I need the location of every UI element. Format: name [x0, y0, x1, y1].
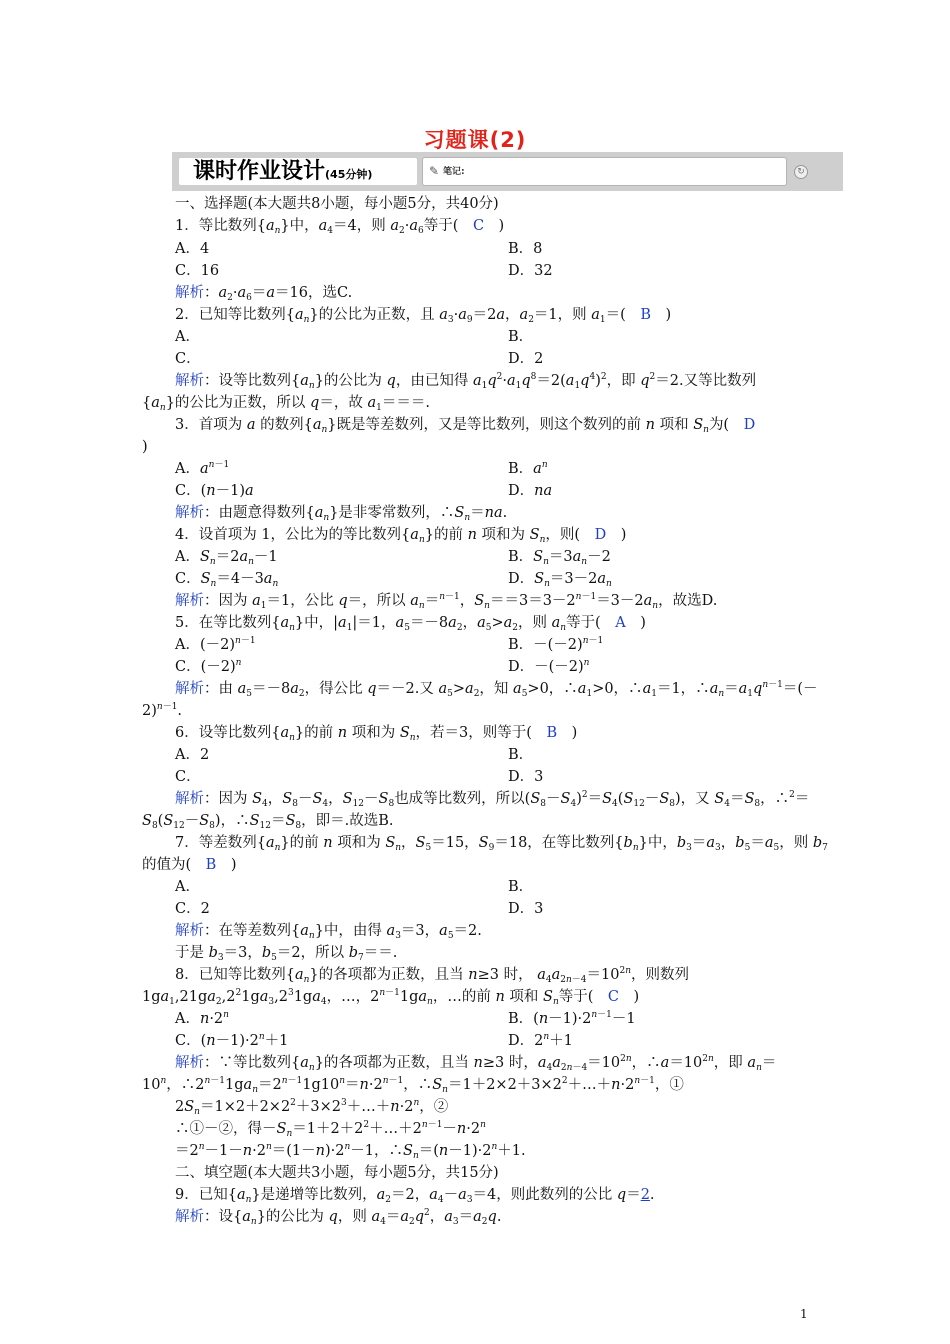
analysis: 解析：设$\{a_n\}$的公比为 q，则 $a_4=a_2q^2$，$a_3=a_2q$.: [175, 1208, 502, 1227]
analysis: 解析：因为 $S_4$，$S_8-S_4$，$S_{12}-S_8$也成等比数列，所以$(S_8-S_4)^2=S_4(S_{12}-S_8)$，又 $S_4=S_8$，∴$^2$＝: [175, 790, 810, 809]
analysis-cont: $S_8(S_{12}-S_8)$，$\therefore S_{12}=S_8$，即＝.故选B.: [142, 813, 394, 831]
answer-1: C: [472, 218, 485, 234]
question-3: 3．首项为 a 的数列$\{a_n\}$既是等差数列，又是等比数列，则这个数列的前 n 项和 $S_n$为( D: [175, 417, 756, 435]
option: C．16: [175, 263, 220, 279]
notes-field[interactable]: [422, 157, 787, 186]
question-5: 5．在等比数列$\{a_n\}$中，$|a_1|=1$，$a_5=-8a_2$，$a_5>a_2$，则 $a_n$等于( A ): [175, 615, 646, 633]
option: A．2: [175, 747, 210, 763]
page-number: 1: [800, 1307, 808, 1321]
option: A．: [175, 879, 200, 895]
option: A．$n\cdot 2^n$: [175, 1010, 229, 1027]
analysis-cont: 10$^n$，$\therefore 2^{n-1}1ga_n=2^{n-1}1g10^n=n\cdot 2^{n-1}$，$\therefore S_n=1+2\times 2+3\times 2^2+\dots+n\cdot 2^{n-1}$，①: [142, 1076, 684, 1095]
analysis: 解析：由 $a_5=-8a_2$，得公比 q＝－2.又 $a_5>a_2$，知 $a_5>0$，$\therefore a_1>0$，$\therefore a_1=1$，$\therefore a_n=a_1q^{n-1}=(-$: [175, 680, 818, 699]
analysis-cont: 于是 $b_3=3$，$b_5=2$，所以 $b_7==$.: [175, 945, 398, 963]
question-1: 1．等比数列$\{a_n\}$中，$a_4=4$，则 $a_2\cdot a_6$等于( C ): [175, 218, 505, 236]
option: B．$a^n$: [508, 460, 548, 477]
option: C．$(-2)^n$: [175, 658, 242, 675]
answer-2: B: [640, 307, 651, 323]
banner-duration: (45分钟): [325, 168, 373, 181]
option: C．: [175, 769, 201, 785]
option: D．32: [508, 263, 553, 279]
section-heading: 二、填空题(本大题共3小题，每小题5分，共15分): [175, 1165, 499, 1181]
refresh-icon[interactable]: ↻: [794, 165, 808, 179]
question-8: 8．已知等比数列$\{a_n\}$的各项都为正数，且当 n≥3 时， $a_4a_{2n-4}=10^{2n}$，则数列: [175, 966, 689, 985]
question-2: 2．已知等比数列$\{a_n\}$的公比为正数，且 $a_3\cdot a_9=2a$，$a_2=1$，则 $a_1=$( B ): [175, 307, 672, 325]
banner-label: 课时作业设计(45分钟): [179, 158, 417, 185]
option: B．: [508, 747, 534, 763]
option: D．$2^n+1$: [508, 1032, 573, 1049]
option: A．$(-2)^{n-1}$: [175, 636, 256, 653]
answer-4: D: [594, 527, 607, 543]
option: D．na: [508, 483, 553, 499]
answer-9: 2: [640, 1187, 650, 1203]
option: D．3: [508, 769, 544, 785]
option: A．$S_n=2a_n-1$: [175, 549, 278, 567]
analysis: 解析：$a_2\cdot a_6=a=16$，选C.: [175, 285, 353, 303]
analysis: 解析：在等差数列$\{a_n\}$中，由得 $a_3=3$，$a_5=2$.: [175, 923, 482, 941]
pencil-icon: ✎: [429, 164, 440, 178]
analysis: 解析：由题意得数列$\{a_n\}$是非零常数列，$\therefore S_n=na$.: [175, 505, 508, 523]
analysis-cont: $=2^n-1-n\cdot 2^n=(1-n)\cdot 2^n-1$，$\therefore S_n=(n-1)\cdot 2^n+1$.: [175, 1142, 526, 1161]
analysis-cont: $\{a_n\}$的公比为正数，所以 q＝，故 $a_1===$.: [142, 395, 430, 413]
option: B．$(n-1)\cdot 2^{n-1}-1$: [508, 1010, 636, 1027]
analysis: 解析：因为 $a_1=1$，公比 q＝，所以 $a_n=^{n-1}$，$S_n==3=3-2^{n-1}=3-2a_n$，故选D.: [175, 592, 718, 611]
analysis: 解析：∵等比数列$\{a_n\}$的各项都为正数，且当 n≥3 时，$a_4a_{2n-4}=10^{2n}$，$\therefore a=10^{2n}$，即 $a_n=$: [175, 1054, 777, 1073]
notes-label: 笔记:: [443, 167, 465, 177]
answer-8: C: [607, 989, 620, 1005]
option: C．$S_n=4-3a_n$: [175, 571, 279, 589]
analysis-cont: $2S_n=1\times 2+2\times 2^2+3\times 2^3+\dots+n\cdot 2^n$，②: [175, 1098, 449, 1117]
answer-5: A: [615, 615, 626, 631]
lesson-banner: [172, 152, 843, 191]
option: C．(n－1)a: [175, 483, 254, 499]
analysis: 解析：设等比数列$\{a_n\}$的公比为 q，由已知得 $a_1q^2\cdot a_1q^8=2(a_1q^4)^2$，即 $q^2=2$.又等比数列: [175, 372, 757, 391]
question-6: 6．设等比数列$\{a_n\}$的前 n 项和为 $S_n$，若＝3，则等于( B ): [175, 725, 578, 743]
option: C．2: [175, 901, 210, 917]
option: A．$a^{n-1}$: [175, 460, 230, 477]
section-heading: 一、选择题(本大题共8小题，每小题5分，共40分): [175, 196, 499, 212]
analysis-cont: ∴①－②，得$-S_n=1+2+2^2+\dots+2^{n-1}-n\cdot 2^n$: [175, 1120, 486, 1139]
option: A．: [175, 329, 200, 345]
option: C．$(n-1)\cdot 2^n+1$: [175, 1032, 289, 1049]
option: C．: [175, 351, 201, 367]
analysis-cont: 2)$^{n-1}$.: [142, 702, 183, 719]
answer-3: D: [743, 417, 756, 433]
option: D．2: [508, 351, 544, 367]
option: B．: [508, 879, 534, 895]
option: D．3: [508, 901, 544, 917]
option: B．8: [508, 241, 543, 257]
option: B．$-(-2)^{n-1}$: [508, 636, 604, 653]
question-9: 9．已知$\{a_n\}$是递增等比数列，$a_2=2$，$a_4-a_3=4$，则此数列的公比 q＝2.: [175, 1187, 655, 1205]
option: B．: [508, 329, 534, 345]
option: D．$-(-2)^n$: [508, 658, 590, 675]
option: D．$S_n=3-2a_n$: [508, 571, 612, 589]
answer-7: B: [205, 857, 217, 873]
option: A．4: [175, 241, 210, 257]
question-7: 7．等差数列$\{a_n\}$的前 n 项和为 $S_n$，$S_5=15$，$S_9=18$，在等比数列$\{b_n\}$中，$b_3=a_3$，$b_5=a_5$，则 $b_7$: [175, 835, 828, 853]
answer-6: B: [546, 725, 558, 741]
option: B．$S_n=3a_n-2$: [508, 549, 611, 567]
question-4: 4．设首项为 1，公比为的等比数列$\{a_n\}$的前 n 项和为 $S_n$，则( D ): [175, 527, 627, 545]
page-title: 习题课(2): [423, 128, 527, 152]
